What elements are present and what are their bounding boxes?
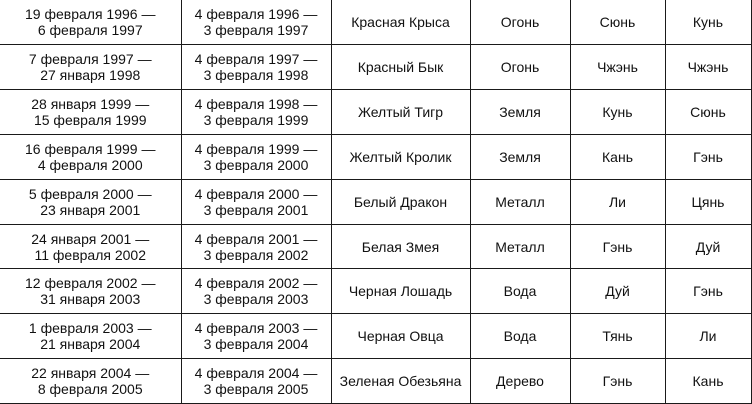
trigram-a-cell: Дуй xyxy=(570,269,665,314)
lunar-period-start: 16 февраля 1999 — xyxy=(25,140,156,157)
solar-period-end: 3 февраля 1998 xyxy=(203,67,309,84)
animal-cell: Желтый Тигр xyxy=(331,90,470,135)
table-row xyxy=(0,45,751,90)
trigram-a-cell: Чжэнь xyxy=(570,45,665,90)
solar-period-cell xyxy=(181,269,331,314)
lunar-period-end: 21 января 2004 xyxy=(40,336,141,353)
animal-cell: Черная Лошадь xyxy=(331,269,470,314)
trigram-a-cell: Кунь xyxy=(570,90,665,135)
solar-period-cell xyxy=(181,45,331,90)
solar-period-cell xyxy=(181,134,331,179)
trigram-a-cell: Ли xyxy=(570,179,665,224)
solar-period-start: 4 февраля 1997 — xyxy=(194,51,318,68)
trigram-a-cell: Кань xyxy=(570,134,665,179)
solar-period-start: 4 февраля 2001 — xyxy=(194,230,318,247)
solar-period-end: 3 февраля 2004 xyxy=(203,336,309,353)
lunar-period-start: 7 февраля 1997 — xyxy=(28,51,152,68)
trigram-b-cell: Чжэнь xyxy=(665,45,751,90)
solar-period-cell xyxy=(181,179,331,224)
lunar-period-cell xyxy=(0,359,181,404)
table-row xyxy=(0,0,751,45)
lunar-period-end: 11 февраля 2002 xyxy=(34,246,147,263)
table-row xyxy=(0,314,751,359)
trigram-b-cell: Сюнь xyxy=(665,90,751,135)
solar-period-end: 3 февраля 2000 xyxy=(203,156,309,173)
lunar-period-end: 6 февраля 1997 xyxy=(37,22,143,39)
table-row xyxy=(0,224,751,269)
trigram-b-cell: Гэнь xyxy=(665,269,751,314)
trigram-a-cell: Гэнь xyxy=(570,359,665,404)
table-row xyxy=(0,90,751,135)
lunar-period-cell xyxy=(0,45,181,90)
animal-cell: Красный Бык xyxy=(331,45,470,90)
lunar-period-end: 8 февраля 2005 xyxy=(37,381,143,398)
trigram-b-cell: Дуй xyxy=(665,224,751,269)
trigram-b-cell: Ли xyxy=(665,314,751,359)
solar-period-cell xyxy=(181,359,331,404)
solar-period-start: 4 февраля 1996 — xyxy=(194,6,318,23)
lunar-period-cell xyxy=(0,90,181,135)
lunar-period-start: 22 января 2004 — xyxy=(31,365,150,382)
solar-period-start: 4 февраля 2004 — xyxy=(194,365,318,382)
trigram-b-cell: Гэнь xyxy=(665,134,751,179)
solar-period-cell xyxy=(181,224,331,269)
trigram-b-cell: Кунь xyxy=(665,0,751,45)
table-row xyxy=(0,359,751,404)
lunar-period-start: 19 февраля 1996 — xyxy=(25,6,156,23)
solar-period-end: 3 февраля 2005 xyxy=(203,381,309,398)
trigram-b-cell: Кань xyxy=(665,359,751,404)
element-cell: Вода xyxy=(470,314,570,359)
solar-period-cell xyxy=(181,0,331,45)
solar-period-cell xyxy=(181,90,331,135)
lunar-period-end: 4 февраля 2000 xyxy=(37,156,143,173)
trigram-a-cell: Гэнь xyxy=(570,224,665,269)
element-cell: Огонь xyxy=(470,0,570,45)
animal-cell: Зеленая Обезьяна xyxy=(331,359,470,404)
solar-period-start: 4 февраля 1998 — xyxy=(194,96,318,113)
element-cell: Металл xyxy=(470,179,570,224)
lunar-period-start: 1 февраля 2003 — xyxy=(28,320,152,337)
lunar-period-end: 27 января 1998 xyxy=(40,67,141,84)
solar-period-end: 3 февраля 2001 xyxy=(203,201,309,218)
trigram-a-cell: Сюнь xyxy=(570,0,665,45)
lunar-period-cell xyxy=(0,0,181,45)
table-row xyxy=(0,134,751,179)
solar-period-cell xyxy=(181,314,331,359)
lunar-period-start: 5 февраля 2000 — xyxy=(28,185,152,202)
element-cell: Вода xyxy=(470,269,570,314)
lunar-period-start: 12 февраля 2002 — xyxy=(25,275,156,292)
lunar-period-end: 31 января 2003 xyxy=(40,291,141,308)
lunar-period-cell xyxy=(0,179,181,224)
lunar-period-cell xyxy=(0,134,181,179)
animal-cell: Белый Дракон xyxy=(331,179,470,224)
animal-cell: Желтый Кролик xyxy=(331,134,470,179)
table-row xyxy=(0,269,751,314)
trigram-b-cell: Цянь xyxy=(665,179,751,224)
lunar-period-end: 23 января 2001 xyxy=(40,201,141,218)
lunar-period-cell xyxy=(0,224,181,269)
solar-period-start: 4 февраля 2003 — xyxy=(194,320,318,337)
element-cell: Дерево xyxy=(470,359,570,404)
solar-period-start: 4 февраля 2002 — xyxy=(194,275,318,292)
animal-cell: Белая Змея xyxy=(331,224,470,269)
table-row xyxy=(0,179,751,224)
solar-period-end: 3 февраля 1997 xyxy=(203,22,309,39)
lunar-period-cell xyxy=(0,314,181,359)
lunar-period-start: 28 января 1999 — xyxy=(31,96,150,113)
solar-period-end: 3 февраля 2002 xyxy=(203,246,309,263)
element-cell: Земля xyxy=(470,134,570,179)
lunar-period-end: 15 февраля 1999 xyxy=(33,112,147,129)
animal-cell: Красная Крыса xyxy=(331,0,470,45)
solar-period-start: 4 февраля 1999 — xyxy=(194,140,318,157)
lunar-period-cell xyxy=(0,269,181,314)
solar-period-start: 4 февраля 2000 — xyxy=(194,185,318,202)
element-cell: Металл xyxy=(470,224,570,269)
element-cell: Огонь xyxy=(470,45,570,90)
solar-period-end: 3 февраля 2003 xyxy=(203,291,309,308)
solar-period-end: 3 февраля 1999 xyxy=(203,112,309,129)
animal-cell: Черная Овца xyxy=(331,314,470,359)
lunar-period-start: 24 января 2001 — xyxy=(31,230,150,247)
trigram-a-cell: Тянь xyxy=(570,314,665,359)
element-cell: Земля xyxy=(470,90,570,135)
